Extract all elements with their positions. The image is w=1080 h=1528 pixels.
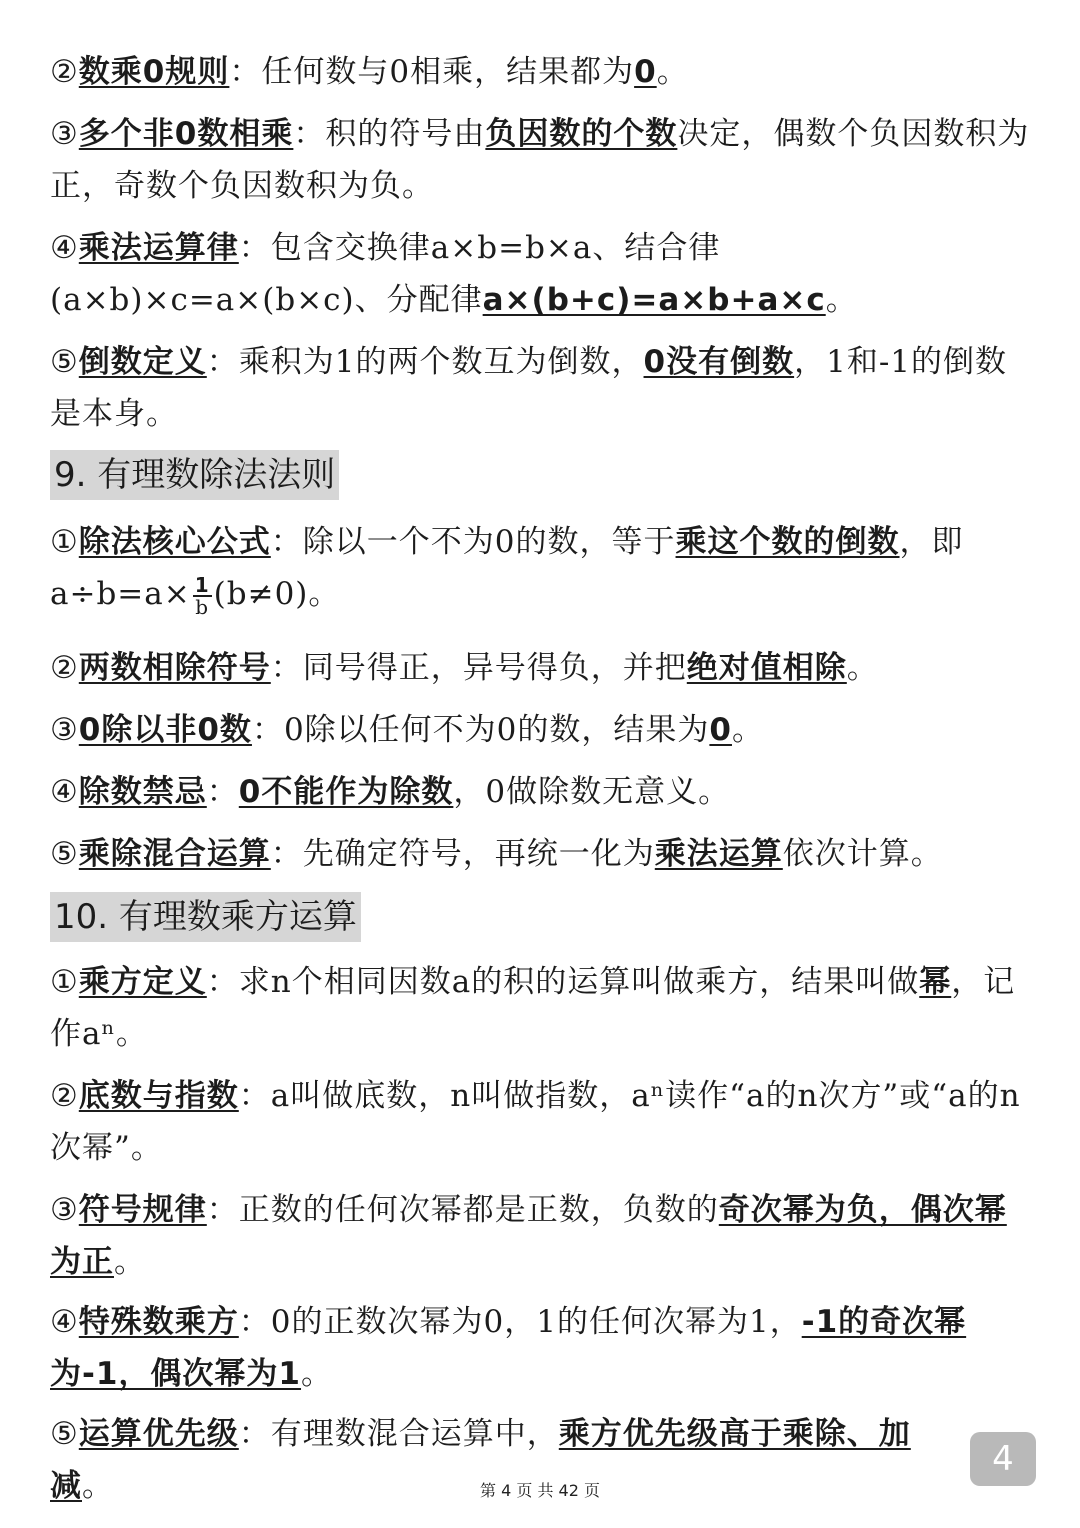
page-number-badge: 4 [970, 1432, 1036, 1486]
page-footer: 第 4 页 共 42 页 [480, 1481, 600, 1500]
item-number: ⑤ [50, 1416, 79, 1452]
item-text: ，记作aⁿ。 [50, 964, 1016, 1052]
item-text: 积的符号由 [325, 116, 486, 152]
item-label: 0除以非0数 [78, 712, 252, 748]
fraction-numerator: 1 [194, 572, 210, 597]
item-emphasis: 乘这个数的倒数 [675, 524, 900, 560]
rule-item [50, 828, 1035, 880]
item-text: 依次计算。 [782, 836, 943, 872]
item-text: 0除以任何不为0的数，结果为 [283, 712, 710, 748]
separator: ： [270, 524, 303, 560]
separator: ： [238, 1416, 271, 1452]
separator: ： [206, 964, 239, 1000]
item-emphasis: a×(b+c)=a×b+a×c [482, 282, 826, 318]
item-number: ④ [50, 230, 79, 266]
rule-item [50, 222, 1035, 326]
item-text: 正数的任何次幂都是正数，负数的 [238, 1192, 719, 1228]
fraction [193, 572, 212, 619]
item-label: 乘方定义 [78, 964, 207, 1000]
item-label: 多个非0数相乘 [78, 116, 294, 152]
item-text: 。 [825, 282, 858, 318]
item-emphasis: 乘方优先级高于乘除、加减 [50, 1416, 911, 1504]
rule-item [50, 108, 1035, 212]
item-text: 。 [846, 650, 879, 686]
item-number: ③ [50, 712, 79, 748]
item-emphasis: -1的奇次幂为-1，偶次幂为1 [50, 1304, 967, 1392]
rule-item [50, 1184, 1035, 1288]
item-number: ⑤ [50, 836, 79, 872]
item-emphasis: 奇次幂为负，偶次幂为正 [50, 1192, 1007, 1280]
item-text: ，0做除数无意义。 [453, 774, 731, 810]
item-emphasis: 0没有倒数 [643, 344, 795, 380]
item-number: ① [50, 524, 79, 560]
separator: ： [293, 116, 326, 152]
item-text: 。 [114, 1244, 146, 1280]
item-label: 运算优先级 [78, 1416, 239, 1452]
item-label: 倒数定义 [78, 344, 207, 380]
item-text: 包含交换律a×b=b×a、结合律(a×b)×c=a×(b×c)、分配律 [50, 230, 721, 318]
separator: ： [238, 1304, 271, 1340]
rule-item [50, 704, 1035, 756]
item-emphasis: 幂 [919, 964, 952, 1000]
rule-item [50, 766, 1035, 818]
item-number: ② [50, 54, 79, 90]
item-number: ③ [50, 116, 79, 152]
item-text: 。 [82, 1468, 114, 1504]
item-number: ② [50, 650, 79, 686]
item-text: 。 [301, 1356, 334, 1392]
separator: ： [229, 54, 262, 90]
item-text: 。 [656, 54, 689, 90]
item-text: 有理数混合运算中， [270, 1416, 559, 1452]
item-text: (b≠0)。 [213, 576, 341, 612]
item-text: 除以一个不为0的数，等于 [302, 524, 676, 560]
item-emphasis: 0 [709, 712, 732, 748]
item-number: ③ [50, 1192, 79, 1228]
separator: ： [238, 230, 271, 266]
separator: ： [251, 712, 284, 748]
item-emphasis: 0不能作为除数 [238, 774, 454, 810]
item-text: 同号得正，异号得负，并把 [302, 650, 687, 686]
item-number: ④ [50, 1304, 79, 1340]
item-number: ⑤ [50, 344, 79, 380]
separator: ： [206, 1192, 239, 1228]
item-text: a叫做底数，n叫做指数，aⁿ读作“a的n次方”或“a的n次幂”。 [50, 1078, 1021, 1166]
item-label: 符号规律 [78, 1192, 207, 1228]
item-text: 。 [731, 712, 764, 748]
item-emphasis: 0 [634, 54, 657, 90]
item-text: 乘积为1的两个数互为倒数， [238, 344, 644, 380]
item-label: 除法核心公式 [78, 524, 271, 560]
item-text: 先确定符号，再统一化为 [302, 836, 655, 872]
section-heading: 9. 有理数除法法则 [50, 450, 339, 500]
item-number: ① [50, 964, 79, 1000]
item-label: 乘法运算律 [78, 230, 239, 266]
rule-item [50, 1296, 1035, 1400]
item-text: ，即a÷b=a× [50, 524, 964, 612]
separator: ： [238, 1078, 271, 1114]
item-text: ，1和-1的倒数是本身。 [50, 344, 1008, 432]
rule-item [50, 336, 1035, 440]
item-label: 数乘0规则 [78, 54, 230, 90]
item-label: 特殊数乘方 [78, 1304, 239, 1340]
item-label: 底数与指数 [78, 1078, 239, 1114]
section-heading: 10. 有理数乘方运算 [50, 892, 361, 942]
separator: ： [270, 836, 303, 872]
rule-item [50, 1070, 1035, 1174]
item-emphasis: 乘法运算 [654, 836, 783, 872]
item-emphasis: 绝对值相除 [686, 650, 847, 686]
rule-item [50, 516, 1035, 620]
item-text: 求n个相同因数a的积的运算叫做乘方，结果叫做 [238, 964, 920, 1000]
rule-item [50, 46, 1035, 98]
fraction-denominator: b [195, 594, 210, 619]
rule-item [50, 956, 1035, 1060]
item-text: 任何数与0相乘，结果都为 [261, 54, 635, 90]
separator: ： [206, 344, 239, 380]
item-text: 决定，偶数个负因数积为正，奇数个负因数积为负。 [50, 116, 1030, 204]
item-text: 0的正数次幂为0，1的任何次幂为1， [270, 1304, 802, 1340]
item-label: 乘除混合运算 [78, 836, 271, 872]
item-number: ④ [50, 774, 79, 810]
rule-item [50, 642, 1035, 694]
item-emphasis: 负因数的个数 [485, 116, 678, 152]
item-number: ② [50, 1078, 79, 1114]
separator: ： [270, 650, 303, 686]
item-label: 除数禁忌 [78, 774, 207, 810]
item-label: 两数相除符号 [78, 650, 271, 686]
separator: ： [206, 774, 239, 810]
